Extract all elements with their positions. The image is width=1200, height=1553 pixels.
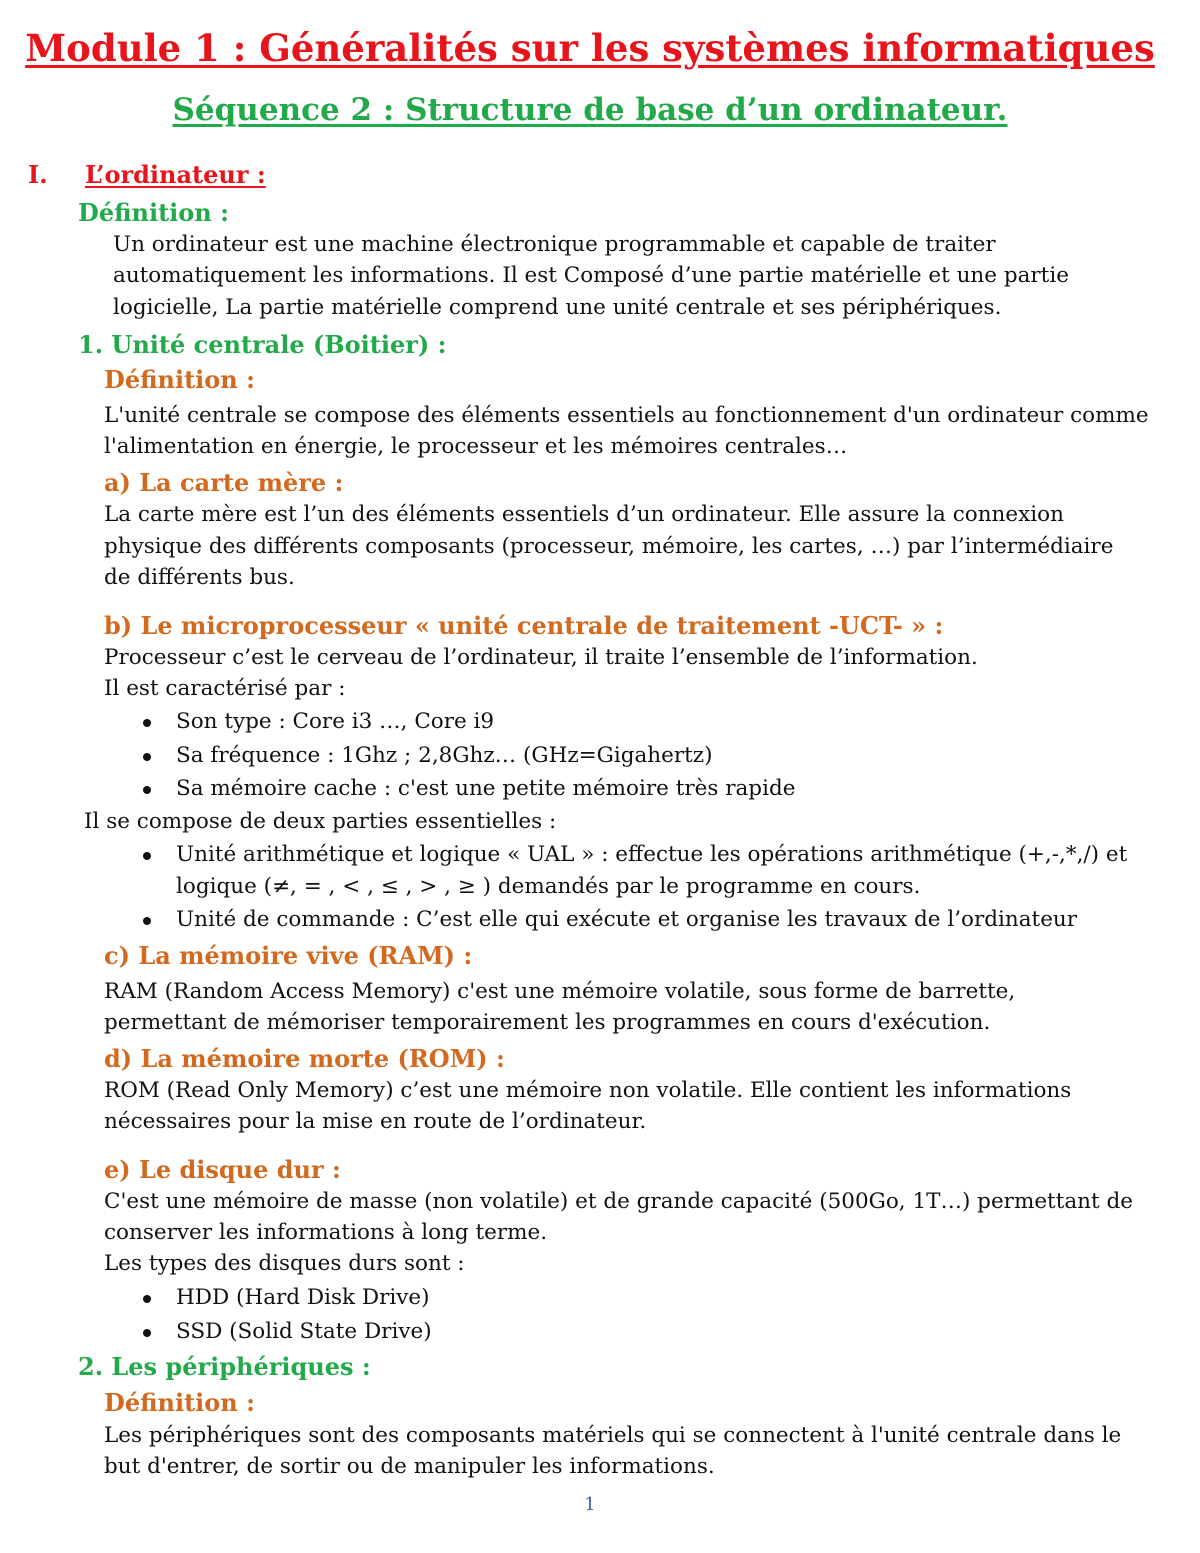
paragraph-line: La carte mère est l’un des éléments essentiels d’un ordinateur. Elle assure la connexion [104,502,1064,527]
definition-heading: Définition : [104,1388,255,1417]
paragraph-line: L'unité centrale se compose des éléments essentiels au fonctionnement d'un ordinateur comme [104,403,1149,428]
subsection-heading-peripheriques: 2. Les périphériques : [78,1352,371,1381]
page-number: 1 [584,1494,596,1515]
paragraph-line: de différents bus. [104,565,295,590]
paragraph-line: Les types des disques durs sont : [104,1251,465,1276]
paragraph-line: nécessaires pour la mise en route de l’ordinateur. [104,1109,647,1134]
heading-rom: d) La mémoire morte (ROM) : [104,1044,505,1073]
paragraph-line: RAM (Random Access Memory) c'est une mémoire volatile, sous forme de barrette, [104,979,1016,1004]
paragraph-line: C'est une mémoire de masse (non volatile) et de grande capacité (500Go, 1T…) permettant de [104,1189,1133,1214]
heading-carte-mere: a) La carte mère : [104,468,344,497]
list-item-line: logique (≠, = , < , ≤ , > , ≥ ) demandés par le programme en cours. [176,873,921,899]
section-number: I. [28,160,48,189]
definition-line: Un ordinateur est une machine électronique programmable et capable de traiter [113,232,996,257]
list-item: Sa mémoire cache : c'est une petite mémoire très rapide [104,773,795,805]
heading-microprocesseur: b) Le microprocesseur « unité centrale de traitement -UCT- » : [104,611,944,640]
definition-heading: Définition : [78,198,229,227]
list-item: Son type : Core i3 …, Core i9 [104,706,795,738]
list-item: Unité de commande : C’est elle qui exécute et organise les travaux de l’ordinateur [104,904,1127,936]
disk-types-list [104,1282,432,1347]
list-item [104,839,1127,902]
definition-line: logicielle, La partie matérielle comprend une unité centrale et ses périphériques. [113,295,1002,320]
paragraph-line: ROM (Read Only Memory) c’est une mémoire non volatile. Elle contient les informations [104,1078,1072,1103]
paragraph-line: physique des différents composants (processeur, mémoire, les cartes, …) par l’intermédiaire [104,534,1114,559]
subsection-heading-unite-centrale: 1. Unité centrale (Boitier) : [78,330,447,359]
paragraph-line: l'alimentation en énergie, le processeur et les mémoires centrales… [104,434,848,459]
paragraph-line: Il se compose de deux parties essentielles : [84,809,557,834]
paragraph-line: but d'entrer, de sortir ou de manipuler les informations. [104,1454,715,1479]
list-item: Sa fréquence : 1Ghz ; 2,8Ghz… (GHz=Gigahertz) [104,740,795,772]
sequence-title: Séquence 2 : Structure de base d’un ordinateur. [172,92,1008,128]
paragraph-line: Il est caractérisé par : [104,676,346,701]
definition-line: automatiquement les informations. Il est Composé d’une partie matérielle et une partie [113,263,1069,288]
list-item: SSD (Solid State Drive) [104,1316,432,1348]
paragraph-line: Processeur c’est le cerveau de l’ordinateur, il traite l’ensemble de l’information. [104,645,978,670]
list-item-line: Unité arithmétique et logique « UAL » : effectue les opérations arithmétique (+,-,*,/) et [176,842,1128,867]
paragraph-line: permettant de mémoriser temporairement les programmes en cours d'exécution. [104,1010,991,1035]
section-heading-label: L’ordinateur : [85,160,266,189]
processor-parts-list [104,839,1127,936]
paragraph-line: Les périphériques sont des composants matériels qui se connectent à l'unité centrale dans le [104,1423,1122,1448]
processor-characteristics-list [104,706,795,805]
definition-heading: Définition : [104,365,255,394]
paragraph-line: conserver les informations à long terme. [104,1220,548,1245]
section-heading-ordinateur [85,160,266,189]
heading-disque-dur: e) Le disque dur : [104,1155,341,1184]
list-item: HDD (Hard Disk Drive) [104,1282,432,1314]
heading-ram: c) La mémoire vive (RAM) : [104,941,473,970]
module-title: Module 1 : Généralités sur les systèmes informatiques [25,26,1155,70]
